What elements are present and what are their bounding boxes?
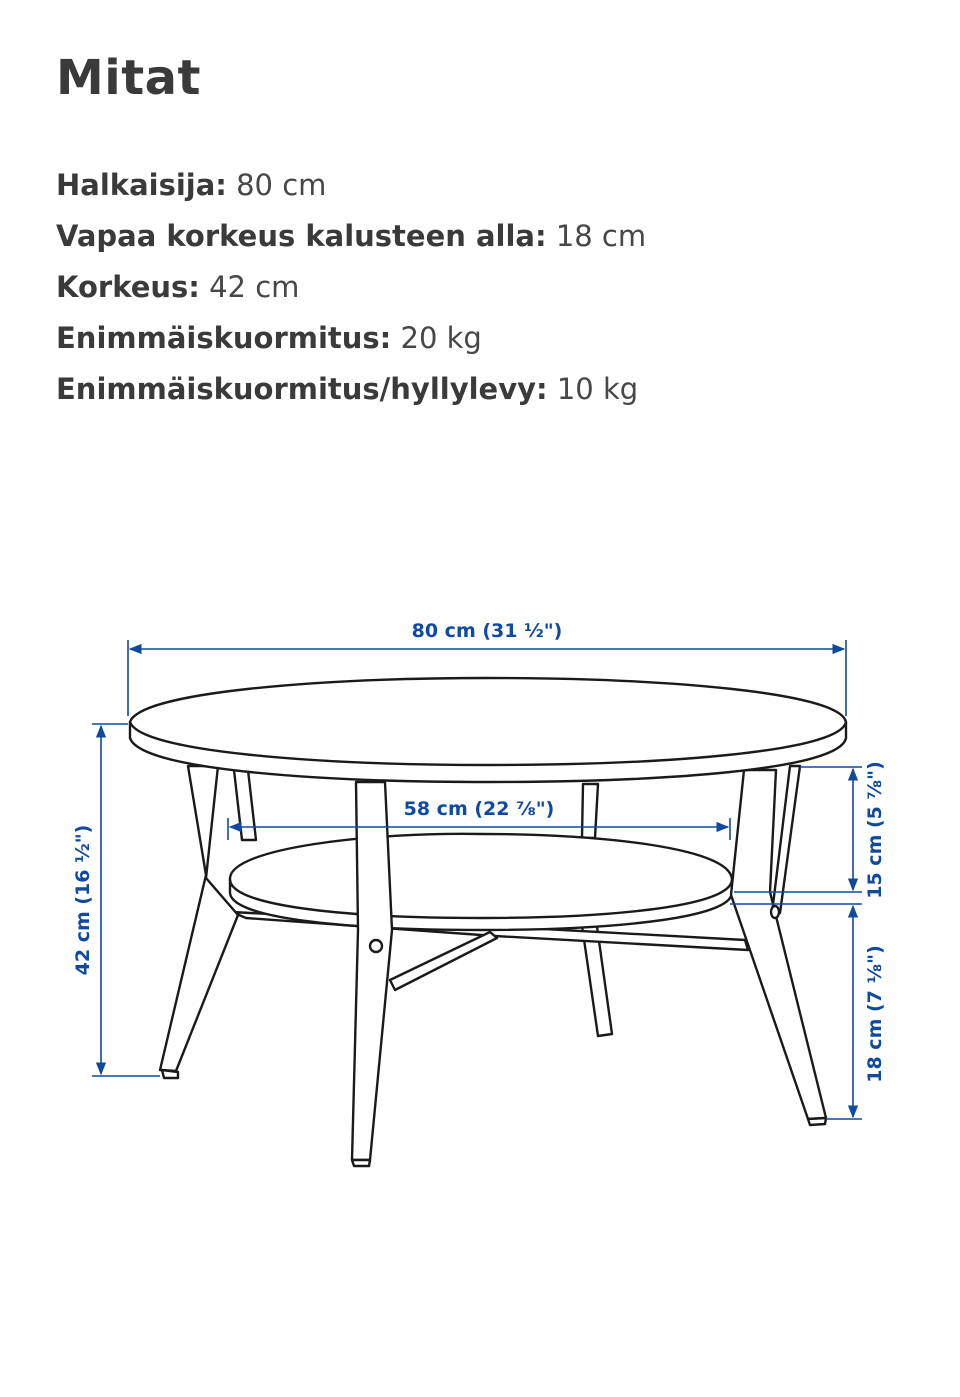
shelf-width-dimension-label: 58 cm (22 ⅞") — [403, 798, 555, 820]
clearance-dimension-label: 18 cm (7 ⅛") — [864, 945, 886, 1083]
spec-label: Korkeus: — [56, 270, 200, 304]
spec-row-max-load-shelf — [56, 364, 646, 415]
spec-label: Enimmäiskuormitus: — [56, 321, 392, 355]
table-top — [130, 678, 846, 782]
spec-value: 20 kg — [400, 321, 482, 355]
spec-row-diameter — [56, 160, 646, 211]
shelf-gap-dimension-label: 15 cm (5 ⅞") — [864, 761, 886, 899]
spec-label: Enimmäiskuormitus/hyllylevy: — [56, 372, 548, 406]
spec-row-max-load — [56, 313, 646, 364]
page-title: Mitat — [56, 50, 201, 106]
table-dimension-diagram — [0, 560, 960, 1220]
front-left-leg — [160, 766, 238, 1071]
spec-value: 80 cm — [236, 168, 327, 202]
front-center-leg — [352, 782, 392, 1160]
lower-shelf — [230, 834, 732, 930]
spec-value: 42 cm — [209, 270, 300, 304]
back-upper-right-leg — [582, 784, 598, 838]
cross-brace-front — [390, 932, 497, 990]
coffee-table-drawing — [130, 678, 846, 1166]
spec-row-height — [56, 262, 646, 313]
spec-row-clearance — [56, 211, 646, 262]
width-dimension-label: 80 cm (31 ½") — [411, 620, 563, 642]
height-dimension-label: 42 cm (16 ½") — [72, 824, 94, 976]
back-left-leg — [234, 770, 256, 840]
spec-label: Halkaisija: — [56, 168, 227, 202]
spec-value: 10 kg — [556, 372, 639, 406]
dimension-spec-list — [56, 160, 646, 415]
spec-label: Vapaa korkeus kalusteen alla: — [56, 219, 547, 253]
spec-value: 18 cm — [555, 219, 647, 253]
